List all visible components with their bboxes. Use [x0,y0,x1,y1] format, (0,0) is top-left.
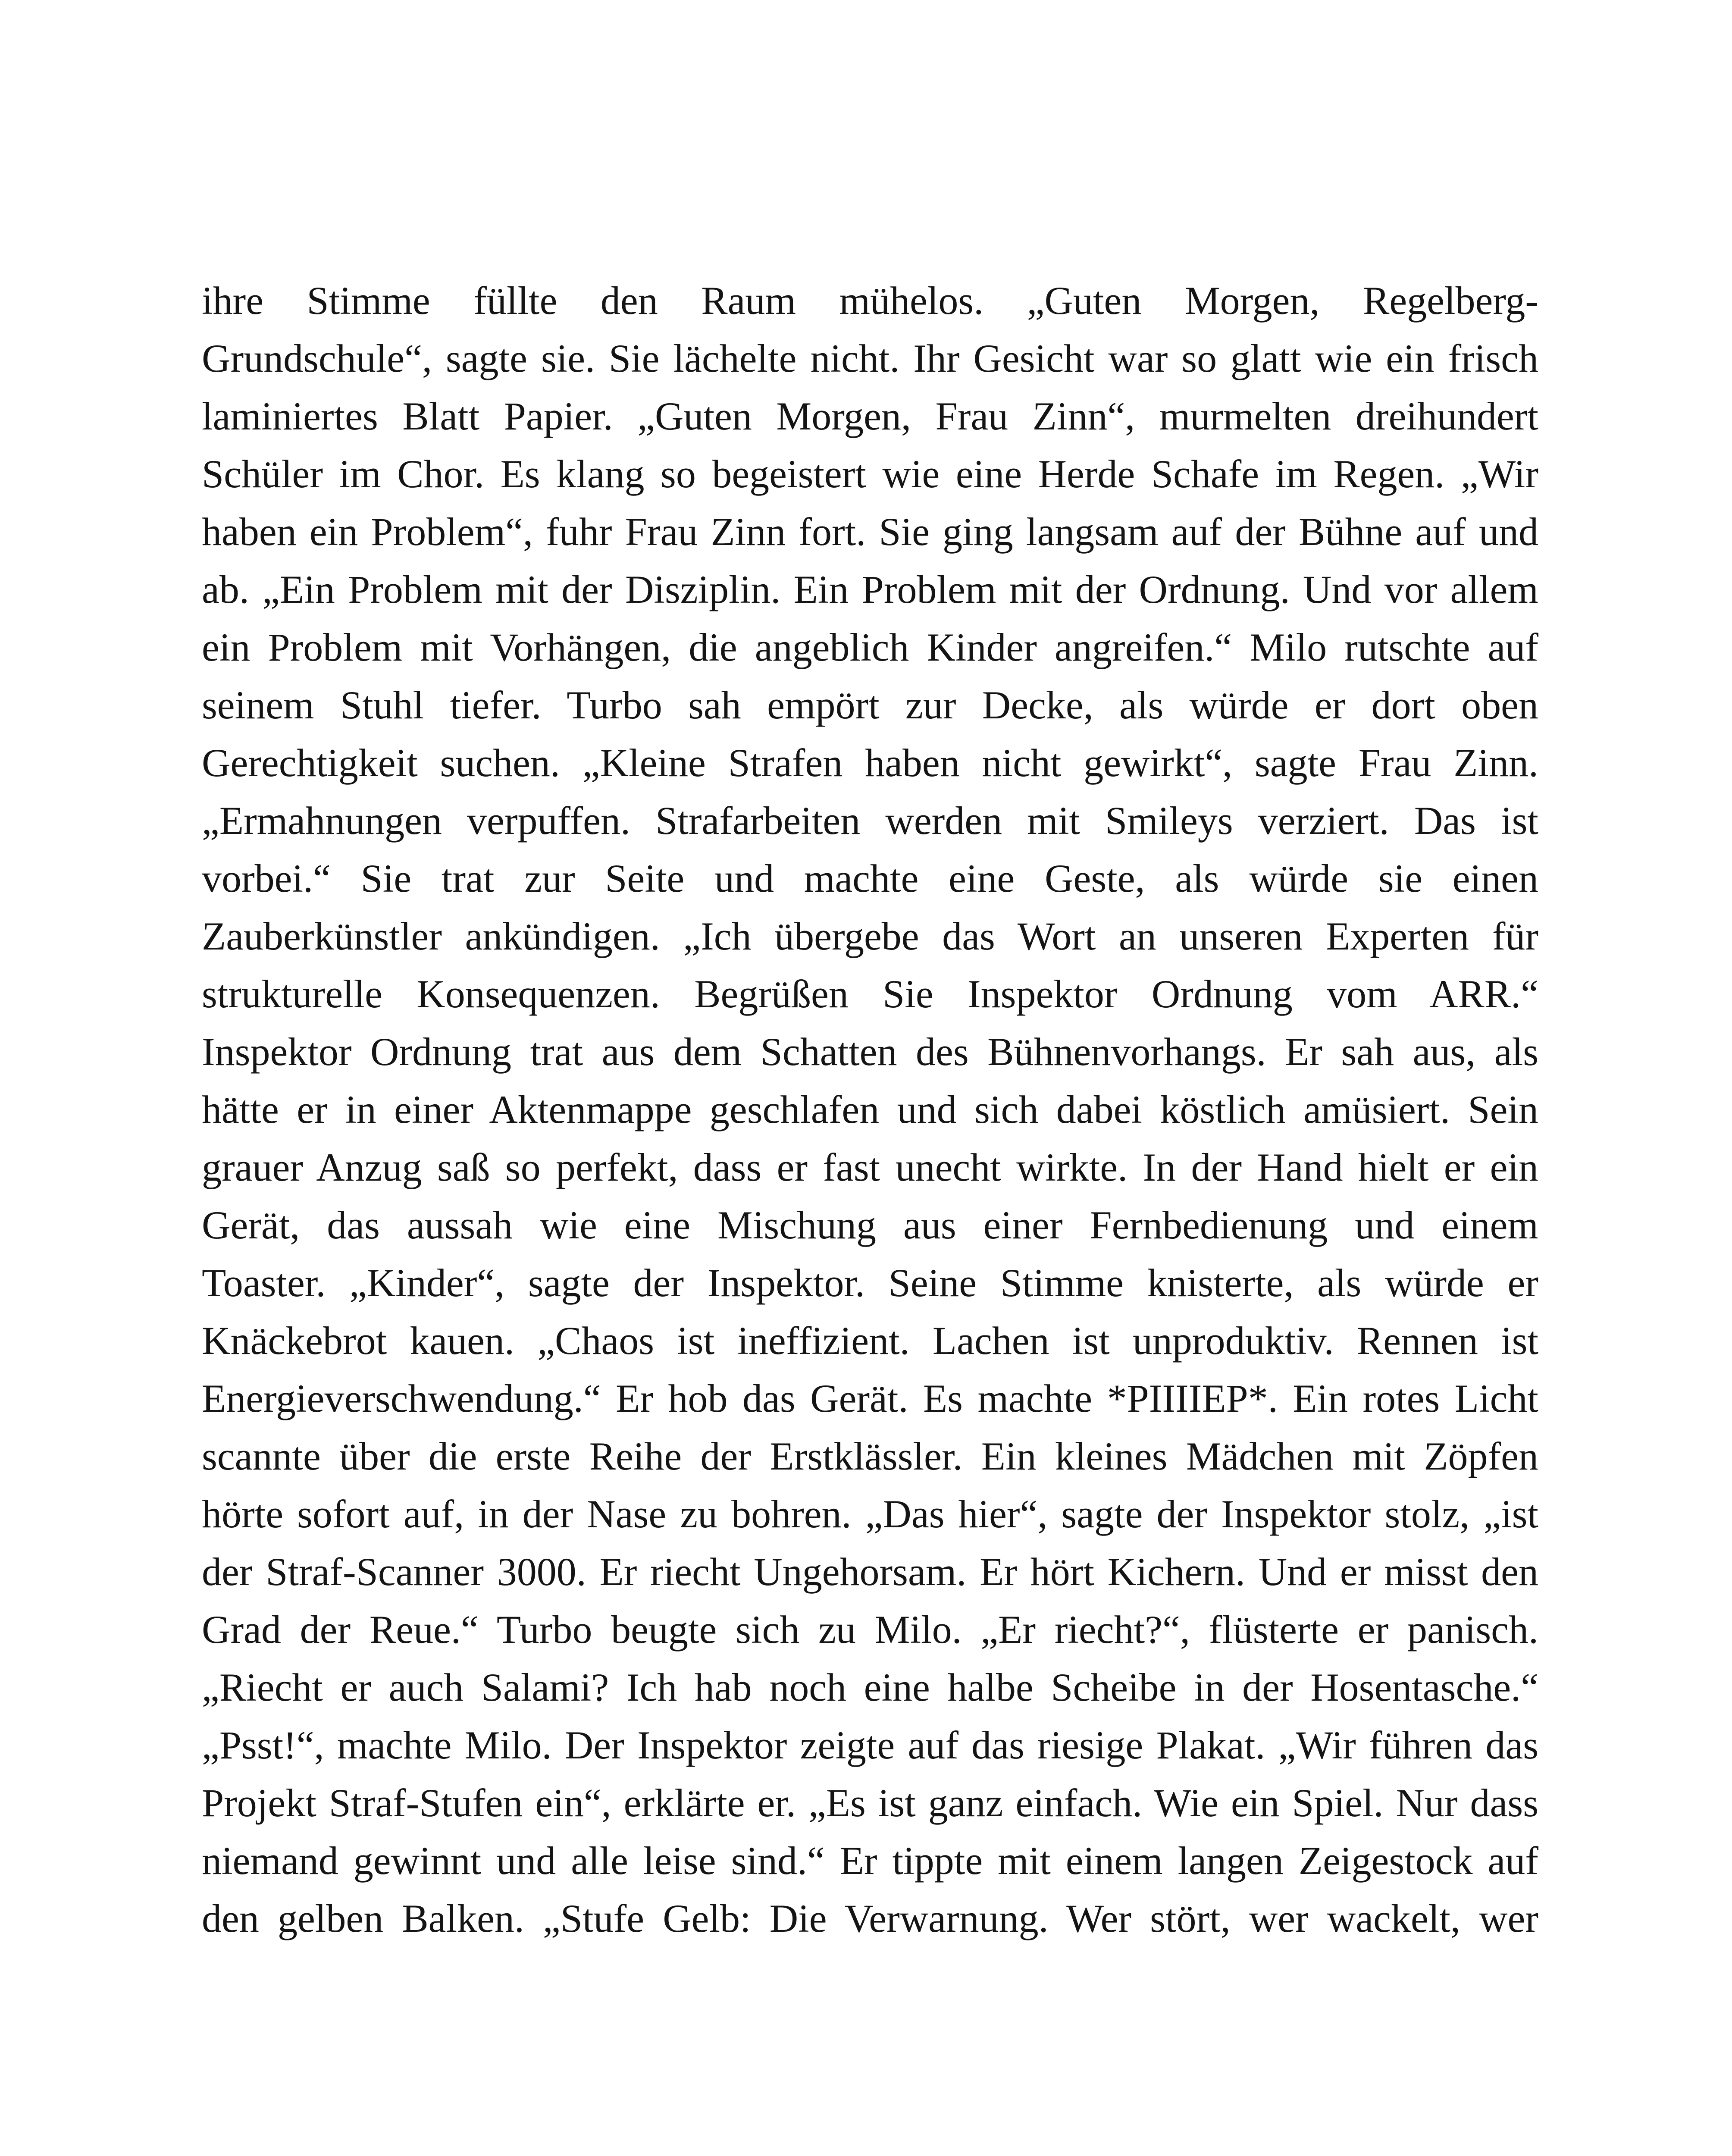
text-line: strukturelle Konsequenzen. Begrüßen Sie Inspektor Ordnung vom ARR.“ [202,972,1538,1016]
text-line: Projekt Straf-Stufen ein“, erklärte er. „Es ist ganz einfach. Wie ein Spiel. Nur dass [202,1781,1538,1825]
text-line: ihre Stimme füllte den Raum mühelos. „Guten Morgen, Regelberg- [202,279,1538,323]
text-line: „Riecht er auch Salami? Ich hab noch eine halbe Scheibe in der Hosentasche.“ [202,1665,1538,1709]
text-line: scannte über die erste Reihe der Erstklässler. Ein kleines Mädchen mit Zöpfen [202,1434,1538,1478]
text-line: grauer Anzug saß so perfekt, dass er fast unecht wirkte. In der Hand hielt er ein [202,1145,1538,1189]
text-line: „Psst!“, machte Milo. Der Inspektor zeigte auf das riesige Plakat. „Wir führen das [202,1723,1538,1767]
text-line: Gerechtigkeit suchen. „Kleine Strafen haben nicht gewirkt“, sagte Frau Zinn. [202,741,1538,785]
text-line: vorbei.“ Sie trat zur Seite und machte eine Geste, als würde sie einen [202,856,1538,900]
text-line: Schüler im Chor. Es klang so begeistert wie eine Herde Schafe im Regen. „Wir [202,452,1538,496]
text-line: laminiertes Blatt Papier. „Guten Morgen, Frau Zinn“, murmelten dreihundert [202,394,1538,438]
text-line: „Ermahnungen verpuffen. Strafarbeiten werden mit Smileys verziert. Das ist [202,799,1538,843]
text-line: Knäckebrot kauen. „Chaos ist ineffizient. Lachen ist unproduktiv. Rennen ist [202,1319,1538,1363]
text-line: ab. „Ein Problem mit der Disziplin. Ein Problem mit der Ordnung. Und vor allem [202,567,1538,611]
text-line: Gerät, das aussah wie eine Mischung aus einer Fernbedienung und einem [202,1203,1538,1247]
text-line: der Straf-Scanner 3000. Er riecht Ungehorsam. Er hört Kichern. Und er misst den [202,1550,1538,1594]
text-line: Energieverschwendung.“ Er hob das Gerät. Es machte *PIIIIEP*. Ein rotes Licht [202,1376,1538,1420]
text-line: seinem Stuhl tiefer. Turbo sah empört zur Decke, als würde er dort oben [202,683,1538,727]
text-line: Grundschule“, sagte sie. Sie lächelte nicht. Ihr Gesicht war so glatt wie ein frisch [202,336,1538,380]
text-line: haben ein Problem“, fuhr Frau Zinn fort. Sie ging langsam auf der Bühne auf und [202,510,1538,554]
text-line: niemand gewinnt und alle leise sind.“ Er tippte mit einem langen Zeigestock auf [202,1839,1538,1883]
text-line: Toaster. „Kinder“, sagte der Inspektor. Seine Stimme knisterte, als würde er [202,1261,1538,1305]
text-line: Grad der Reue.“ Turbo beugte sich zu Milo. „Er riecht?“, flüsterte er panisch. [202,1608,1538,1651]
text-line: hätte er in einer Aktenmappe geschlafen und sich dabei köstlich amüsiert. Sein [202,1087,1538,1131]
body-text [202,272,1538,1947]
text-line: den gelben Balken. „Stufe Gelb: Die Verwarnung. Wer stört, wer wackelt, wer [202,1896,1538,1940]
text-line: Zauberkünstler ankündigen. „Ich übergebe das Wort an unseren Experten für [202,914,1538,958]
text-line: ein Problem mit Vorhängen, die angeblich Kinder angreifen.“ Milo rutschte auf [202,625,1538,669]
text-line: hörte sofort auf, in der Nase zu bohren. „Das hier“, sagte der Inspektor stolz, „ist [202,1492,1538,1536]
text-line: Inspektor Ordnung trat aus dem Schatten des Bühnenvorhangs. Er sah aus, als [202,1030,1538,1074]
